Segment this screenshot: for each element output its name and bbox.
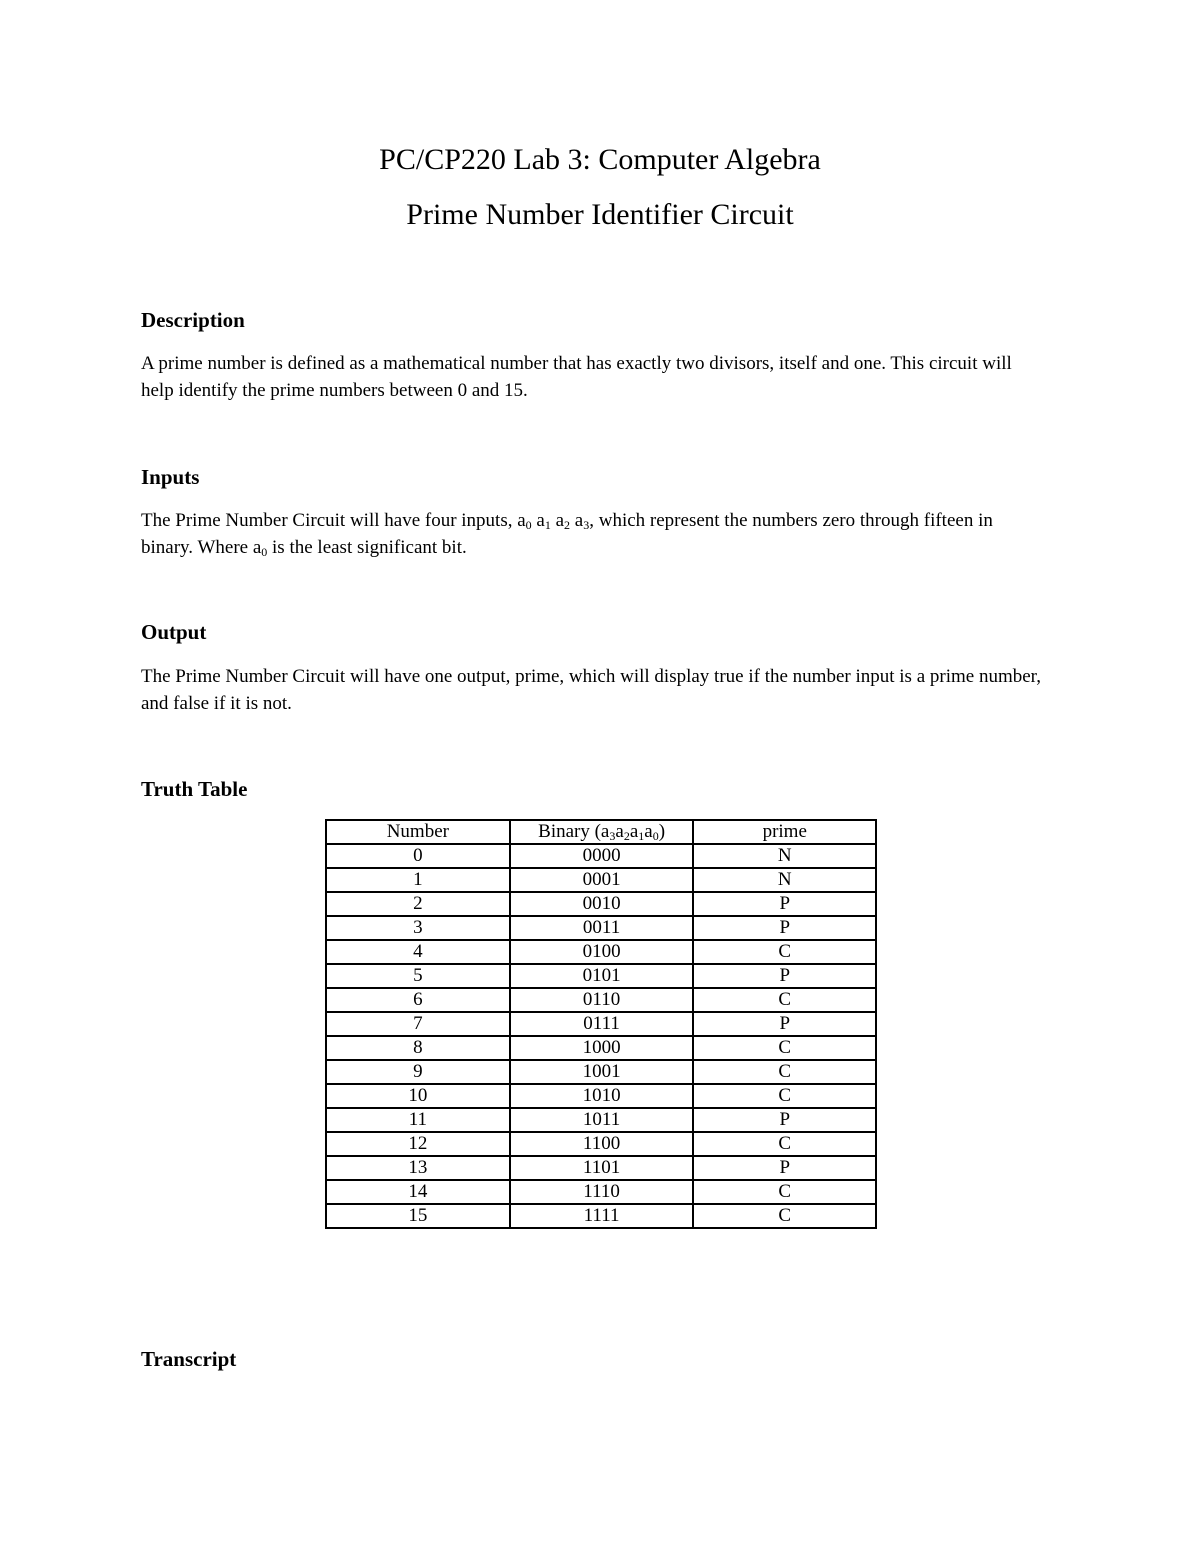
- table-header-row: [326, 820, 876, 844]
- subscript: 2: [623, 829, 630, 843]
- column-header-number: Number: [326, 820, 510, 844]
- cell-number: 5: [326, 964, 510, 988]
- cell-binary: 0011: [510, 916, 694, 940]
- cell-prime: P: [693, 964, 876, 988]
- subscript: 1: [638, 829, 645, 843]
- cell-number: 6: [326, 988, 510, 1012]
- cell-number: 14: [326, 1180, 510, 1204]
- subscript: 0: [652, 829, 659, 843]
- cell-binary: 0001: [510, 868, 694, 892]
- table-row: [326, 892, 876, 916]
- transcript-heading: Transcript: [141, 1347, 237, 1371]
- cell-prime: C: [693, 1060, 876, 1084]
- table-row: [326, 1204, 876, 1228]
- cell-prime: C: [693, 1036, 876, 1060]
- cell-prime: P: [693, 1156, 876, 1180]
- header-text: Binary (a: [538, 821, 610, 842]
- cell-prime: P: [693, 1108, 876, 1132]
- table-row: [326, 1060, 876, 1084]
- cell-prime: C: [693, 1084, 876, 1108]
- cell-prime: P: [693, 916, 876, 940]
- cell-number: 13: [326, 1156, 510, 1180]
- subscript: 0: [261, 545, 268, 559]
- table-row: [326, 844, 876, 868]
- inputs-text-part: , which represent the numbers zero through fifteen in binary. Where a: [141, 510, 993, 558]
- inputs-text-part: a: [531, 510, 545, 531]
- cell-binary: 1010: [510, 1084, 694, 1108]
- cell-binary: 1111: [510, 1204, 694, 1228]
- table-row: [326, 988, 876, 1012]
- truth-table-heading: Truth Table: [141, 777, 248, 801]
- cell-number: 8: [326, 1036, 510, 1060]
- cell-number: 12: [326, 1132, 510, 1156]
- page-title: PC/CP220 Lab 3: Computer Algebra: [379, 143, 821, 176]
- subscript: 1: [544, 518, 551, 532]
- cell-prime: C: [693, 1180, 876, 1204]
- subscript: 2: [564, 518, 571, 532]
- table-row: [326, 1108, 876, 1132]
- table-row: [326, 1180, 876, 1204]
- table-row: [326, 964, 876, 988]
- output-text: The Prime Number Circuit will have one output, prime, which will display true if the number input is a prime number, and false if it is not.: [141, 666, 1041, 714]
- subscript: 0: [525, 518, 532, 532]
- inputs-text-part: is the least significant bit.: [267, 537, 467, 558]
- cell-prime: P: [693, 1012, 876, 1036]
- cell-prime: P: [693, 892, 876, 916]
- table-row: [326, 1012, 876, 1036]
- cell-number: 15: [326, 1204, 510, 1228]
- cell-prime: C: [693, 988, 876, 1012]
- cell-number: 3: [326, 916, 510, 940]
- cell-binary: 0100: [510, 940, 694, 964]
- header-text: a: [615, 821, 624, 842]
- cell-number: 2: [326, 892, 510, 916]
- cell-number: 11: [326, 1108, 510, 1132]
- cell-number: 4: [326, 940, 510, 964]
- description-heading: Description: [141, 308, 245, 332]
- cell-binary: 1100: [510, 1132, 694, 1156]
- subscript: 3: [609, 829, 616, 843]
- truth-table: [325, 819, 877, 1229]
- cell-prime: N: [693, 844, 876, 868]
- cell-prime: C: [693, 1204, 876, 1228]
- inputs-text: [141, 507, 1041, 561]
- table-row: [326, 1036, 876, 1060]
- table-row: [326, 868, 876, 892]
- cell-number: 10: [326, 1084, 510, 1108]
- cell-binary: 0101: [510, 964, 694, 988]
- cell-binary: 0000: [510, 844, 694, 868]
- header-text: a: [644, 821, 653, 842]
- inputs-heading: Inputs: [141, 465, 200, 489]
- output-heading: Output: [141, 620, 207, 644]
- cell-binary: 1000: [510, 1036, 694, 1060]
- cell-binary: 1110: [510, 1180, 694, 1204]
- cell-binary: 0110: [510, 988, 694, 1012]
- cell-binary: 1001: [510, 1060, 694, 1084]
- subscript: 3: [583, 518, 590, 532]
- cell-number: 1: [326, 868, 510, 892]
- cell-number: 0: [326, 844, 510, 868]
- cell-binary: 1011: [510, 1108, 694, 1132]
- inputs-text-part: a: [550, 510, 565, 531]
- cell-prime: N: [693, 868, 876, 892]
- page-subtitle: Prime Number Identifier Circuit: [406, 198, 794, 231]
- table-row: [326, 1084, 876, 1108]
- description-text: A prime number is defined as a mathematical number that has exactly two divisors, itself and one. This circuit will help identify the prime numbers between 0 and 15.: [141, 353, 1012, 401]
- cell-prime: C: [693, 1132, 876, 1156]
- header-text: a: [629, 821, 639, 842]
- inputs-text-part: The Prime Number Circuit will have four inputs, a: [141, 510, 526, 531]
- table-row: [326, 916, 876, 940]
- cell-prime: C: [693, 940, 876, 964]
- table-row: [326, 940, 876, 964]
- cell-binary: 0010: [510, 892, 694, 916]
- table-row: [326, 1156, 876, 1180]
- column-header-binary: [510, 820, 694, 844]
- column-header-prime: prime: [693, 820, 876, 844]
- header-text: ): [658, 821, 666, 842]
- inputs-text-part: a: [570, 510, 584, 531]
- cell-number: 7: [326, 1012, 510, 1036]
- cell-binary: 0111: [510, 1012, 694, 1036]
- table-row: [326, 1132, 876, 1156]
- cell-number: 9: [326, 1060, 510, 1084]
- cell-binary: 1101: [510, 1156, 694, 1180]
